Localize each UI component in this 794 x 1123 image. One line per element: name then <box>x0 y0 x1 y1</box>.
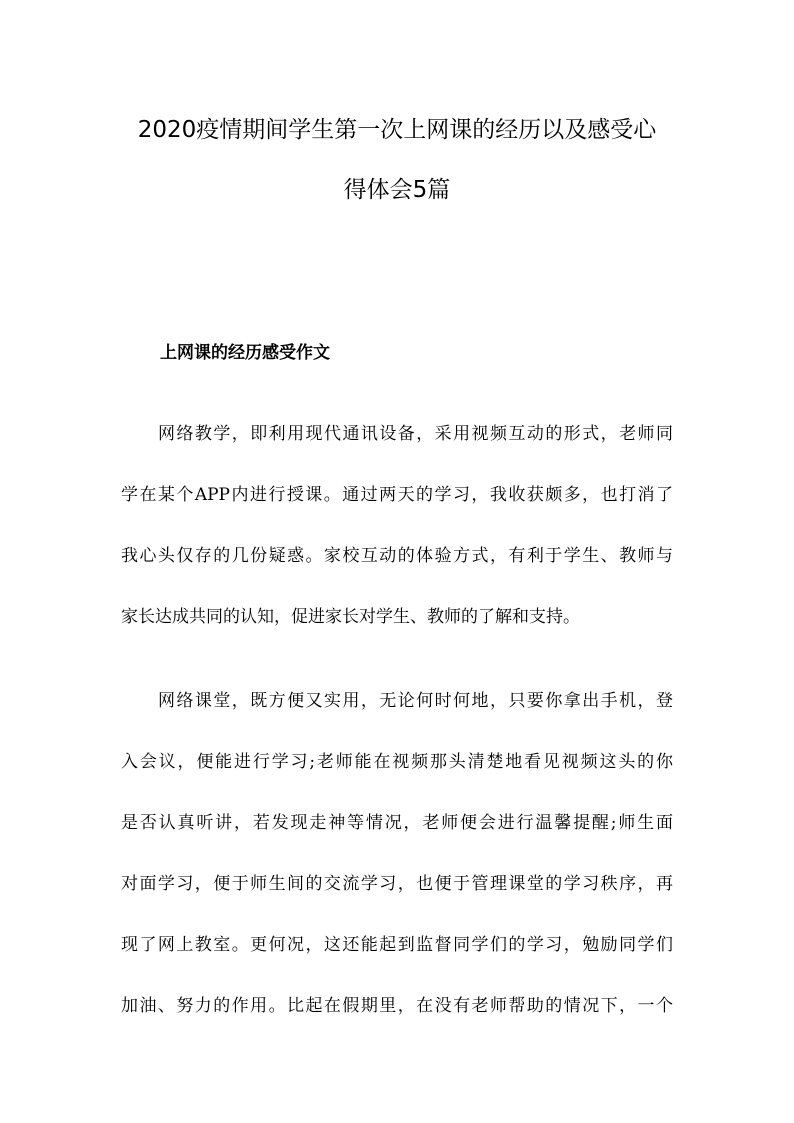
paragraph-1-line-1: 网络教学，即利用现代通讯设备，采用视频互动的形式，老师同 <box>158 424 673 444</box>
section-heading: 上网课的经历感受作文 <box>160 343 330 363</box>
paragraph-2-line-6: 加油、努力的作用。比起在假期里，在没有老师帮助的情况下，一个 <box>121 996 673 1016</box>
paragraph-2-line-3: 是否认真听讲，若发现走神等情况，老师便会进行温馨提醒;师生面 <box>121 813 673 833</box>
paragraph-2-line-5: 现了网上教室。更何况，这还能起到监督同学们的学习，勉励同学们 <box>121 935 673 955</box>
paragraph-1-line-4: 家长达成共同的认知，促进家长对学生、教师的了解和支持。 <box>121 607 580 627</box>
paragraph-2-line-1: 网络课堂，既方便又实用，无论何时何地，只要你拿出手机，登 <box>158 691 673 711</box>
document-title-line-1: 2020疫情期间学生第一次上网课的经历以及感受心 <box>137 117 657 143</box>
paragraph-1-line-2: 学在某个APP内进行授课。通过两天的学习，我收获颇多，也打消了 <box>121 485 673 505</box>
paragraph-1-line-3: 我心头仅存的几份疑惑。家校互动的体验方式，有利于学生、教师与 <box>121 546 673 566</box>
document-title-line-2: 得体会5篇 <box>343 177 451 203</box>
paragraph-2-line-2: 入会议，便能进行学习;老师能在视频那头清楚地看见视频这头的你 <box>121 752 673 772</box>
paragraph-2-line-4: 对面学习，便于师生间的交流学习，也便于管理课堂的学习秩序，再 <box>121 874 673 894</box>
